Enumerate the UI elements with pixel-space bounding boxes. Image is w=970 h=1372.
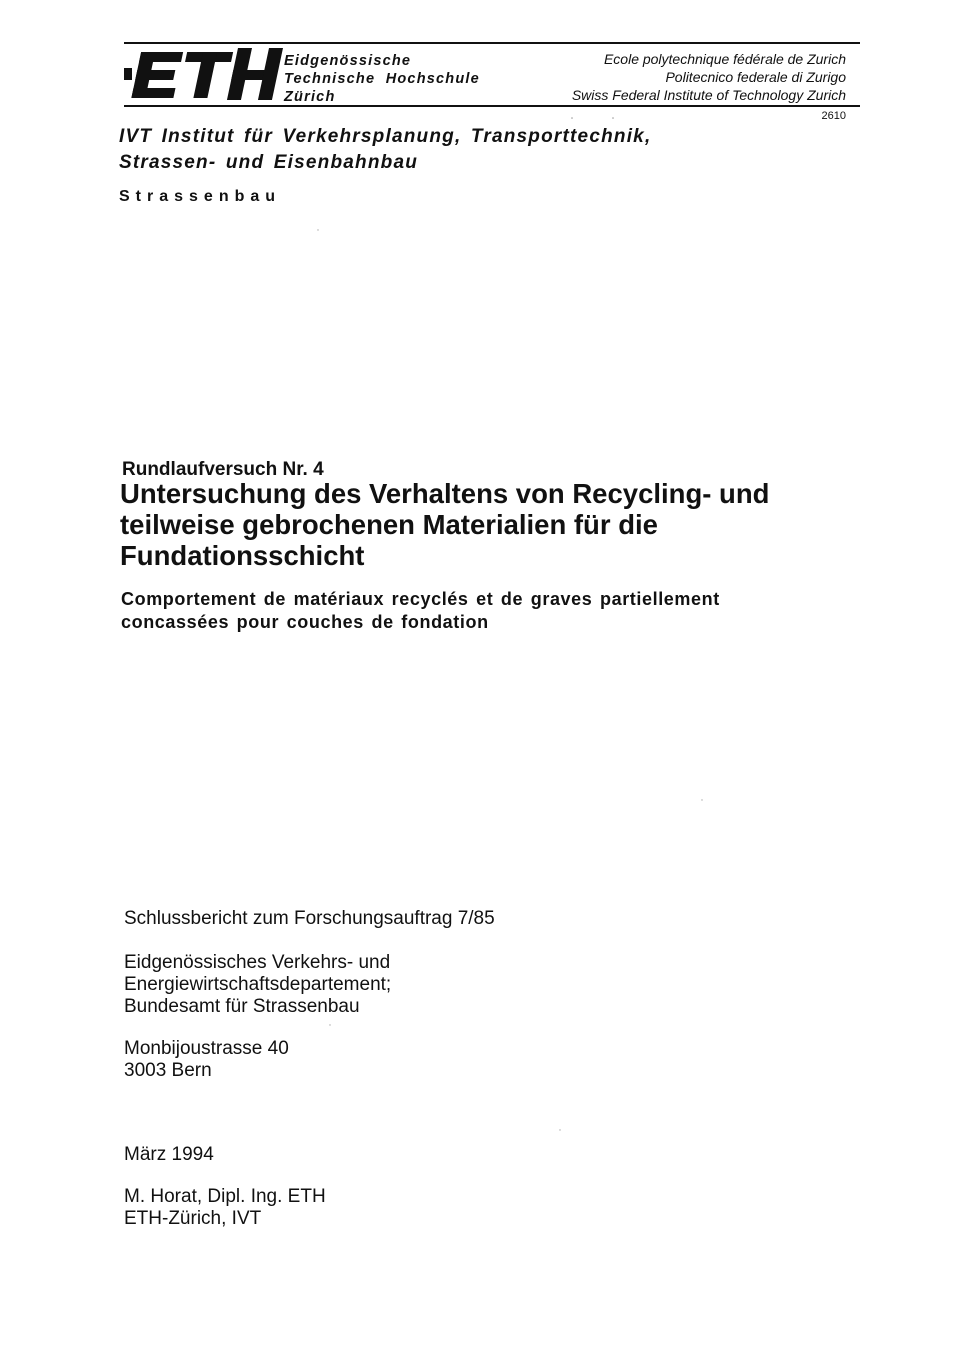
address-line: 3003 Bern xyxy=(124,1060,212,1081)
institution-name-english: Swiss Federal Institute of Technology Zurich xyxy=(571,87,846,103)
institution-line: Zürich xyxy=(284,89,336,105)
publication-date: März 1994 xyxy=(124,1144,214,1165)
institution-line: Eidgenössische xyxy=(284,53,412,69)
document-code: 2610 xyxy=(821,110,846,122)
institution-name-french: Ecole polytechnique fédérale de Zurich xyxy=(603,51,846,67)
title-line: Fundationsschicht xyxy=(120,540,365,571)
subtitle-line: Comportement de matériaux recyclés et de graves partiellement xyxy=(121,589,720,609)
address-line: Monbijoustrasse 40 xyxy=(124,1038,289,1059)
author-line: ETH-Zürich, IVT xyxy=(124,1208,262,1229)
report-series: Rundlaufversuch Nr. 4 xyxy=(122,459,324,480)
client-line: Eidgenössisches Verkehrs- und xyxy=(124,952,391,973)
institute-line: IVT Institut für Verkehrsplanung, Transporttechnik, xyxy=(119,126,652,147)
client-line: Energiewirtschaftsdepartement; xyxy=(124,974,392,995)
client-line: Bundesamt für Strassenbau xyxy=(124,996,360,1017)
title-line: Untersuchung des Verhaltens von Recycling- und xyxy=(120,478,770,509)
subtitle-line: concassées pour couches de fondation xyxy=(121,612,489,632)
author-line: M. Horat, Dipl. Ing. ETH xyxy=(124,1186,326,1207)
title-line: teilweise gebrochenen Materialien für die xyxy=(120,509,658,540)
institute-line: Strassen- und Eisenbahnbau xyxy=(119,152,419,173)
institution-name-italian: Politecnico federale di Zurigo xyxy=(665,69,846,85)
department-name: Strassenbau xyxy=(119,188,282,205)
institution-line: Technische Hochschule xyxy=(284,71,480,87)
report-type: Schlussbericht zum Forschungsauftrag 7/85 xyxy=(124,908,495,929)
